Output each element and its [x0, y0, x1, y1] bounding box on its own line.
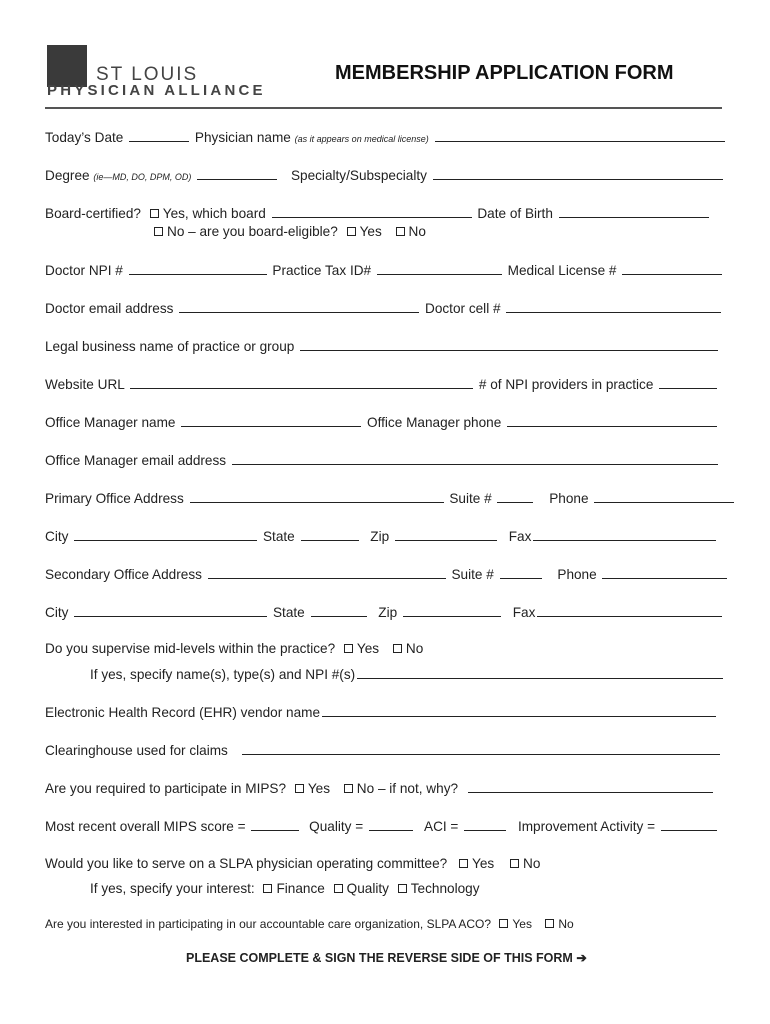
doctor-email-field[interactable]: [179, 299, 419, 313]
primary-address-field[interactable]: [190, 489, 444, 503]
label-if-yes-specify-names: If yes, specify name(s), type(s) and NPI #(s): [90, 667, 356, 682]
degree-field[interactable]: [197, 166, 277, 180]
label-quality-eq: Quality =: [309, 819, 364, 834]
row-primary-address: [45, 489, 736, 508]
label-yes-which-board: Yes, which board: [162, 206, 266, 221]
label-no: No: [523, 856, 541, 871]
doctor-cell-field[interactable]: [506, 299, 721, 313]
specialty-field[interactable]: [433, 166, 723, 180]
label-office-manager-phone: Office Manager phone: [367, 415, 502, 430]
practice-tax-id-field[interactable]: [377, 261, 502, 275]
label-yes: Yes: [512, 917, 532, 931]
row-date-name: [45, 128, 727, 148]
label-city: City: [45, 605, 69, 620]
row-secondary-city: [45, 603, 724, 622]
secondary-zip-field[interactable]: [403, 603, 501, 617]
row-midlevels-specify: [90, 665, 725, 684]
primary-city-field[interactable]: [74, 527, 257, 541]
label-board-certified: Board-certified?: [45, 206, 141, 221]
office-manager-name-field[interactable]: [181, 413, 361, 427]
row-mips-score: [45, 817, 719, 836]
label-office-manager-email: Office Manager email address: [45, 453, 227, 468]
aci-score-field[interactable]: [464, 817, 506, 831]
physician-name-field[interactable]: [435, 128, 725, 142]
label-doctor-cell: Doctor cell #: [425, 301, 501, 316]
mips-yes-checkbox[interactable]: [295, 784, 304, 793]
midlevels-no-checkbox[interactable]: [393, 644, 402, 653]
label-practice-tax-id: Practice Tax ID#: [272, 263, 372, 278]
label-date-of-birth: Date of Birth: [477, 206, 553, 221]
label-doctor-npi: Doctor NPI #: [45, 263, 123, 278]
row-secondary-address: [45, 565, 729, 584]
legal-business-name-field[interactable]: [300, 337, 718, 351]
row-mips-required: [45, 779, 715, 798]
vitruvian-logo-icon: [47, 45, 87, 87]
finance-checkbox[interactable]: [263, 884, 272, 893]
quality-checkbox[interactable]: [334, 884, 343, 893]
row-clearinghouse: [45, 741, 722, 760]
label-no-board-eligible: No – are you board-eligible?: [167, 224, 338, 239]
board-no-checkbox[interactable]: [154, 227, 163, 236]
label-no: No: [558, 917, 574, 931]
label-medical-license: Medical License #: [507, 263, 617, 278]
primary-zip-field[interactable]: [395, 527, 497, 541]
todays-date-field[interactable]: [129, 128, 189, 142]
eligible-no-checkbox[interactable]: [396, 227, 405, 236]
label-aci-eq: ACI =: [424, 819, 459, 834]
aco-no-checkbox[interactable]: [545, 919, 554, 928]
label-yes: Yes: [307, 781, 331, 796]
label-state: State: [272, 605, 305, 620]
mips-score-field[interactable]: [251, 817, 299, 831]
label-yes: Yes: [472, 856, 495, 871]
secondary-city-field[interactable]: [74, 603, 267, 617]
label-degree: Degree: [45, 168, 90, 183]
label-no: No: [408, 224, 426, 239]
secondary-phone-field[interactable]: [602, 565, 727, 579]
label-todays-date: Today’s Date: [45, 130, 124, 145]
primary-fax-field[interactable]: [533, 527, 716, 541]
technology-checkbox[interactable]: [398, 884, 407, 893]
midlevels-yes-checkbox[interactable]: [344, 644, 353, 653]
label-zip: Zip: [370, 529, 390, 544]
committee-no-checkbox[interactable]: [510, 859, 519, 868]
label-suite: Suite #: [449, 491, 492, 506]
label-improvement-activity: Improvement Activity =: [517, 819, 656, 834]
label-yes: Yes: [356, 641, 380, 656]
label-serve-committee: Would you like to serve on a SLPA physician operating committee?: [45, 856, 448, 871]
label-ehr-vendor: Electronic Health Record (EHR) vendor name: [45, 705, 321, 720]
mips-no-checkbox[interactable]: [344, 784, 353, 793]
label-no: No: [405, 641, 424, 656]
row-primary-city: [45, 527, 718, 546]
office-manager-email-field[interactable]: [232, 451, 718, 465]
doctor-npi-field[interactable]: [129, 261, 267, 275]
label-npi-providers: # of NPI providers in practice: [478, 377, 654, 392]
date-of-birth-field[interactable]: [559, 204, 709, 218]
primary-phone-field[interactable]: [594, 489, 734, 503]
quality-score-field[interactable]: [369, 817, 413, 831]
secondary-fax-field[interactable]: [537, 603, 722, 617]
label-suite: Suite #: [451, 567, 494, 582]
row-degree: [45, 166, 725, 186]
midlevels-names-field[interactable]: [357, 665, 723, 679]
board-yes-checkbox[interactable]: [150, 209, 159, 218]
label-legal-business-name: Legal business name of practice or group: [45, 339, 295, 354]
arrow-right-icon: ➔: [576, 951, 587, 965]
label-doctor-email: Doctor email address: [45, 301, 174, 316]
medical-license-field[interactable]: [622, 261, 722, 275]
label-if-yes-interest: If yes, specify your interest:: [90, 881, 255, 896]
row-supervise-midlevels: [45, 640, 423, 658]
row-office-manager: [45, 413, 719, 432]
primary-state-field[interactable]: [301, 527, 359, 541]
row-legal-business: [45, 337, 720, 356]
label-aco-question: Are you interested in participating in our accountable care organization, SLPA ACO?: [45, 917, 492, 931]
label-no-if-not-why: No – if not, why?: [356, 781, 459, 796]
secondary-suite-field[interactable]: [500, 565, 542, 579]
label-clearinghouse: Clearinghouse used for claims: [45, 743, 228, 758]
row-committee-interest: [90, 880, 480, 898]
label-physician-name: Physician name: [194, 130, 291, 145]
mips-why-field[interactable]: [468, 779, 713, 793]
label-zip: Zip: [378, 605, 398, 620]
ehr-vendor-field[interactable]: [322, 703, 716, 717]
logo-text-line1: ST LOUIS: [96, 64, 199, 85]
label-state: State: [262, 529, 295, 544]
degree-note: (ie—MD, DO, DPM, OD): [93, 172, 192, 182]
label-supervise-midlevels: Do you supervise mid-levels within the practice?: [45, 641, 336, 656]
clearinghouse-field[interactable]: [242, 741, 720, 755]
label-quality: Quality: [346, 881, 389, 896]
website-url-field[interactable]: [130, 375, 473, 389]
label-technology: Technology: [410, 881, 480, 896]
logo-text-line2: PHYSICIAN ALLIANCE: [47, 82, 266, 99]
primary-suite-field[interactable]: [497, 489, 533, 503]
physician-name-note: (as it appears on medical license): [294, 134, 429, 144]
row-npi: [45, 261, 724, 280]
row-aco: [45, 915, 574, 933]
row-email-cell: [45, 299, 723, 318]
label-yes: Yes: [359, 224, 382, 239]
header-divider: [45, 107, 722, 109]
label-mips-score: Most recent overall MIPS score =: [45, 819, 246, 834]
label-fax: Fax: [508, 529, 532, 544]
improvement-activity-field[interactable]: [661, 817, 717, 831]
label-primary-office-address: Primary Office Address: [45, 491, 184, 506]
board-name-field[interactable]: [272, 204, 472, 218]
label-mips-required: Are you required to participate in MIPS?: [45, 781, 287, 796]
secondary-address-field[interactable]: [208, 565, 446, 579]
office-manager-phone-field[interactable]: [507, 413, 717, 427]
label-phone: Phone: [557, 567, 597, 582]
eligible-yes-checkbox[interactable]: [347, 227, 356, 236]
footer-instruction: [186, 950, 587, 965]
page-title: MEMBERSHIP APPLICATION FORM: [335, 62, 674, 84]
label-office-manager-name: Office Manager name: [45, 415, 176, 430]
committee-yes-checkbox[interactable]: [459, 859, 468, 868]
label-finance: Finance: [276, 881, 325, 896]
row-ehr-vendor: [45, 703, 718, 722]
secondary-state-field[interactable]: [311, 603, 367, 617]
aco-yes-checkbox[interactable]: [499, 919, 508, 928]
row-board-certified: [45, 204, 711, 223]
row-board-eligible: [149, 223, 426, 241]
label-city: City: [45, 529, 69, 544]
label-specialty: Specialty/Subspecialty: [290, 168, 427, 183]
label-fax: Fax: [512, 605, 536, 620]
label-phone: Phone: [549, 491, 589, 506]
footer-text: PLEASE COMPLETE & SIGN THE REVERSE SIDE OF THIS FORM: [186, 951, 573, 965]
row-website: [45, 375, 719, 394]
label-secondary-office-address: Secondary Office Address: [45, 567, 202, 582]
label-website-url: Website URL: [45, 377, 125, 392]
row-office-manager-email: [45, 451, 720, 470]
row-serve-committee: [45, 855, 540, 873]
npi-providers-field[interactable]: [659, 375, 717, 389]
